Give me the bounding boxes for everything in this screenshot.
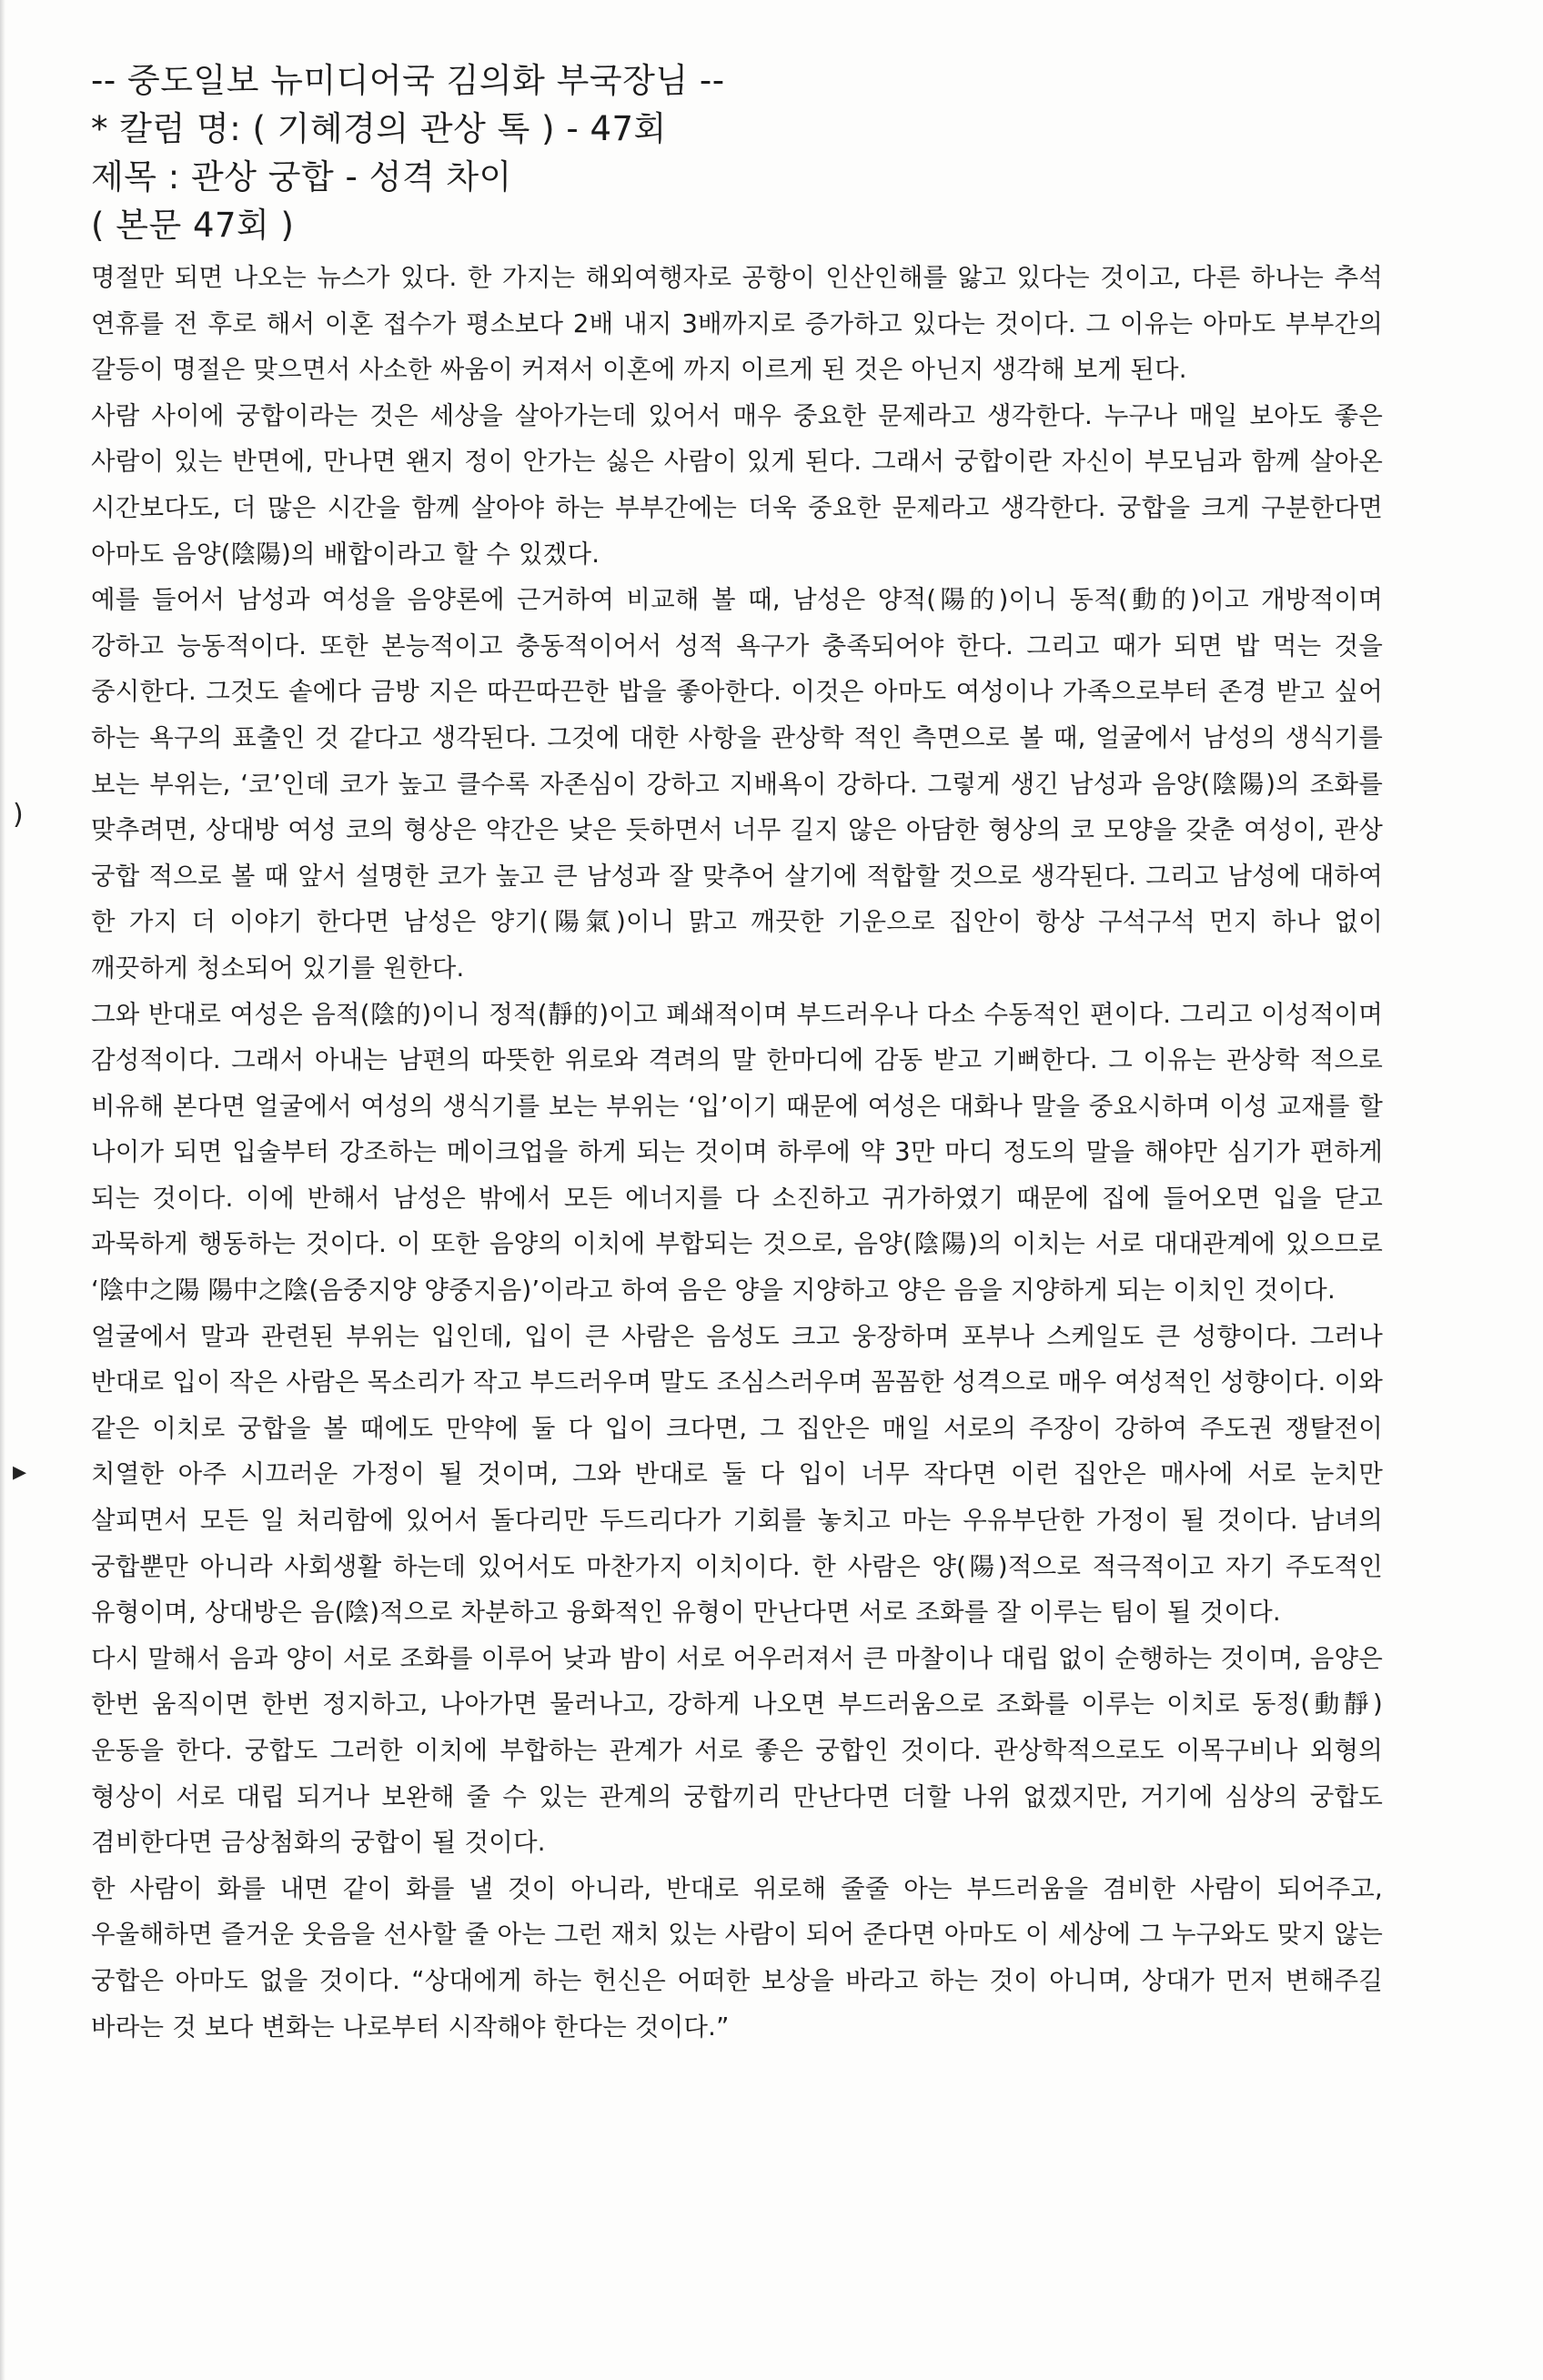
paragraph: 사람 사이에 궁합이라는 것은 세상을 살아가는데 있어서 매우 중요한 문제라고 생각한다. 누구나 매일 보아도 좋은 사람이 있는 반면에, 만나면 왠지 정이 안가는 싫은 사람이 있게 된다. 그래서 궁합이란 자신이 부모님과 함께 살아온 시간보다도, 더 많은 시간을 함께 살아야 하는 부부간에는 더욱 중요한 문제라고 생각한다. 궁합을 크게 구분한다면 아마도 음양(陰陽)의 배합이라고 할 수 있겠다. <box>91 400 1383 569</box>
paragraph: 그와 반대로 여성은 음적(陰的)이니 정적(靜的)이고 폐쇄적이며 부드러우나 다소 수동적인 편이다. 그리고 이성적이며 감성적이다. 그래서 아내는 남편의 따뜻한 위로와 격려의 말 한마디에 감동 받고 기뻐한다. 그 이유는 관상학 적으로 비유해 본다면 얼굴에서 여성의 생식기를 보는 부위는 ‘입’이기 때문에 여성은 대화나 말을 중요시하며 이성 교재를 할 나이가 되면 입술부터 강조하는 메이크업을 하게 되는 것이며 하루에 약 3만 마디 정도의 말을 해야만 심기가 편하게 되는 것이다. 이에 반해서 남성은 밖에서 모든 에너지를 다 소진하고 귀가하였기 때문에 집에 들어오면 입을 닫고 과묵하게 행동하는 것이다. 이 또한 음양의 이치에 부합되는 것으로, 음양(陰陽)의 이치는 서로 대대관계에 있으므로 ‘陰中之陽 陽中之陰(음중지양 양중지음)’이라고 하여 음은 양을 지양하고 양은 음을 지양하게 되는 이치인 것이다. <box>91 999 1383 1306</box>
paragraph: 명절만 되면 나오는 뉴스가 있다. 한 가지는 해외여행자로 공항이 인산인해를 앓고 있다는 것이고, 다른 하나는 추석 연휴를 전 후로 해서 이혼 접수가 평소보다 2배 내지 3배까지로 증가하고 있다는 것이다. 그 이유는 아마도 부부간의 갈등이 명절은 맞으면서 사소한 싸움이 커져서 이혼에 까지 이르게 된 것은 아닌지 생각해 보게 된다. <box>91 263 1383 385</box>
episode-label: ( 본문 47회 ) <box>91 206 295 245</box>
scan-edge-shadow <box>0 0 5 2380</box>
paragraph: 한 사람이 화를 내면 같이 화를 낼 것이 아니라, 반대로 위로해 줄줄 아는 부드러움을 겸비한 사람이 되어주고, 우울해하면 즐거운 웃음을 선사할 줄 아는 그런 재치 있는 사람이 되어 준다면 아마도 이 세상에 그 누구와도 맞지 않는 궁합은 아마도 없을 것이다. “상대에게 하는 헌신은 어떠한 보상을 바라고 하는 것이 아니며, 상대가 먼저 변해주길 바라는 것 보다 변화는 나로부터 시작해야 한다는 것이다.” <box>91 1873 1383 2042</box>
paragraph: 예를 들어서 남성과 여성을 음양론에 근거하여 비교해 볼 때, 남성은 양적(陽的)이니 동적(動的)이고 개방적이며 강하고 능동적이다. 또한 본능적이고 충동적이어서 성적 욕구가 충족되어야 한다. 그리고 때가 되면 밥 먹는 것을 중시한다. 그것도 솥에다 금방 지은 따끈따끈한 밥을 좋아한다. 이것은 아마도 여성이나 가족으로부터 존경 받고 싶어 하는 욕구의 표출인 것 같다고 생각된다. 그것에 대한 사항을 관상학 적인 측면으로 볼 때, 얼굴에서 남성의 생식기를 보는 부위는, ‘코’인데 코가 높고 클수록 자존심이 강하고 지배욕이 강하다. 그렇게 생긴 남성과 음양(陰陽)의 조화를 맞추려면, 상대방 여성 코의 형상은 약간은 낮은 듯하면서 너무 길지 않은 아담한 형상의 코 모양을 갖춘 여성이, 관상 궁합 적으로 볼 때 앞서 설명한 코가 높고 큰 남성과 잘 맞추어 살기에 적합할 것으로 생각된다. 그리고 남성에 대하여 한 가지 더 이야기 한다면 남성은 양기(陽氣)이니 맑고 깨끗한 기운으로 집안이 항상 구석구석 먼지 하나 없이 깨끗하게 청소되어 있기를 원한다. <box>91 585 1383 983</box>
article-text <box>91 255 1383 2050</box>
margin-mark-arrow: ▸ <box>13 1456 27 1488</box>
paragraph: 얼굴에서 말과 관련된 부위는 입인데, 입이 큰 사람은 음성도 크고 웅장하며 포부나 스케일도 큰 성향이다. 그러나 반대로 입이 작은 사람은 목소리가 작고 부드러우며 말도 조심스러우며 꼼꼼한 성격으로 매우 여성적인 성향이다. 이와 같은 이치로 궁합을 볼 때에도 만약에 둘 다 입이 크다면, 그 집안은 매일 서로의 주장이 강하여 주도권 쟁탈전이 치열한 아주 시끄러운 가정이 될 것이며, 그와 반대로 둘 다 입이 너무 작다면 이런 집안은 매사에 서로 눈치만 살피면서 모든 일 처리함에 있어서 돌다리만 두드리다가 기회를 놓치고 마는 우유부단한 가정이 될 것이다. 남녀의 궁합뿐만 아니라 사회생활 하는데 있어서도 마찬가지 이치이다. 한 사람은 양(陽)적으로 적극적이고 자기 주도적인 유형이며, 상대방은 음(陰)적으로 차분하고 융화적인 유형이 만난다면 서로 조화를 잘 이루는 팀이 될 것이다. <box>91 1321 1383 1628</box>
paragraph: 다시 말해서 음과 양이 서로 조화를 이루어 낮과 밤이 서로 어우러져서 큰 마찰이나 대립 없이 순행하는 것이며, 음양은 한번 움직이면 한번 정지하고, 나아가면 물러나고, 강하게 나오면 부드러움으로 조화를 이루는 이치로 동정(動靜)운동을 한다. 궁합도 그러한 이치에 부합하는 관계가 서로 좋은 궁합인 것이다. 관상학적으로도 이목구비나 외형의 형상이 서로 대립 되거나 보완해 줄 수 있는 관계의 궁합끼리 만난다면 더할 나위 없겠지만, 거기에 심상의 궁합도 겸비한다면 금상첨화의 궁합이 될 것이다. <box>91 1643 1383 1858</box>
article-title: 제목 : 관상 궁합 - 성격 차이 <box>91 157 512 197</box>
margin-mark-arrow: ) <box>13 799 24 831</box>
column-name: * 칼럼 명: ( 기혜경의 관상 톡 ) - 47회 <box>91 109 667 148</box>
newspaper-header: -- 중도일보 뉴미디어국 김의화 부국장님 -- <box>91 61 725 100</box>
document-body <box>91 56 1383 2050</box>
